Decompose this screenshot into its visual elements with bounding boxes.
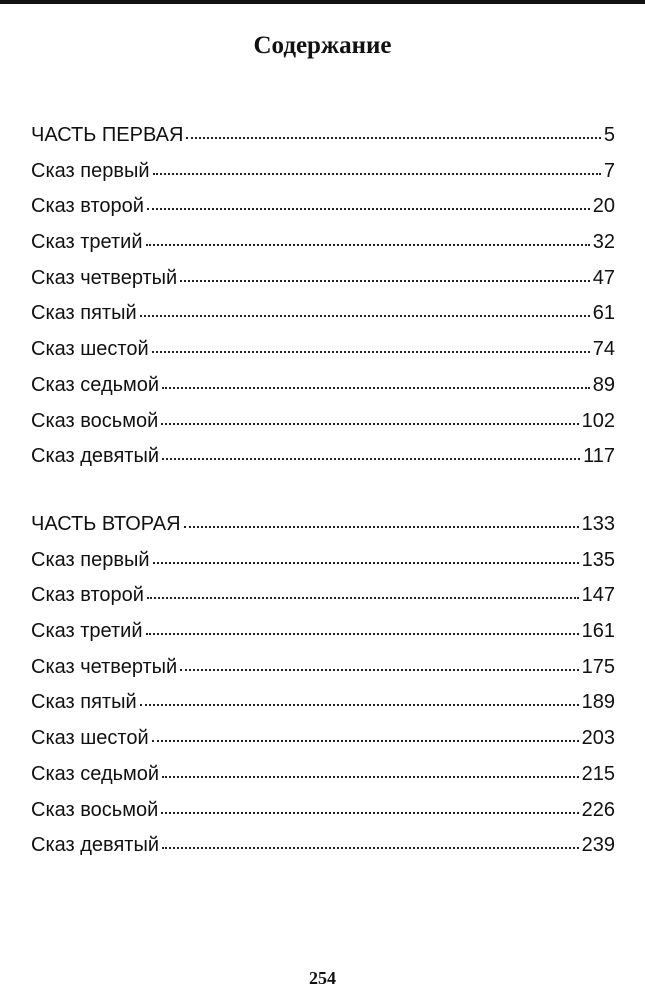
leader-dots bbox=[152, 740, 579, 742]
toc-page: 7 bbox=[603, 159, 615, 182]
leader-dots bbox=[180, 669, 578, 671]
toc-entry bbox=[31, 445, 615, 481]
toc-part-heading bbox=[31, 124, 615, 160]
toc-page: 102 bbox=[581, 409, 615, 432]
toc-page: 239 bbox=[581, 834, 615, 857]
toc-label: ЧАСТЬ ПЕРВАЯ bbox=[31, 124, 184, 146]
toc-entry bbox=[31, 620, 615, 656]
toc-label: Сказ седьмой bbox=[31, 373, 160, 396]
toc-label: Сказ пятый bbox=[31, 691, 137, 714]
toc-page: 215 bbox=[581, 762, 615, 785]
toc-label: Сказ четвертый bbox=[31, 655, 178, 678]
toc-page: 20 bbox=[592, 195, 615, 218]
leader-dots bbox=[140, 315, 590, 317]
toc-page: 147 bbox=[581, 584, 615, 607]
toc-label: Сказ третий bbox=[31, 231, 143, 254]
toc-label: Сказ шестой bbox=[31, 338, 149, 361]
toc-entry bbox=[31, 763, 615, 799]
leader-dots bbox=[140, 704, 579, 706]
leader-dots bbox=[162, 776, 579, 778]
toc-page: 203 bbox=[581, 727, 615, 750]
toc-page: 32 bbox=[592, 231, 615, 254]
toc-page: 175 bbox=[581, 655, 615, 678]
toc-label: ЧАСТЬ ВТОРАЯ bbox=[31, 513, 181, 535]
toc-page: 5 bbox=[603, 124, 615, 146]
toc-label: Сказ девятый bbox=[31, 834, 159, 857]
toc-page: 135 bbox=[581, 548, 615, 571]
leader-dots bbox=[152, 351, 590, 353]
leader-dots bbox=[161, 812, 578, 814]
leader-dots bbox=[180, 280, 590, 282]
toc-label: Сказ шестой bbox=[31, 727, 149, 750]
leader-dots bbox=[146, 633, 579, 635]
leader-dots bbox=[153, 173, 601, 175]
toc-label: Сказ восьмой bbox=[31, 409, 159, 432]
toc-part-heading bbox=[31, 513, 615, 549]
toc-page: 89 bbox=[592, 373, 615, 396]
toc-page: 61 bbox=[592, 302, 615, 325]
leader-dots bbox=[146, 244, 590, 246]
toc-page: 161 bbox=[581, 620, 615, 643]
leader-dots bbox=[186, 137, 600, 139]
toc-part-2 bbox=[31, 513, 615, 870]
toc-entry bbox=[31, 338, 615, 374]
toc-label: Сказ второй bbox=[31, 195, 144, 218]
toc-entry bbox=[31, 195, 615, 231]
toc-entry bbox=[31, 584, 615, 620]
toc-entry bbox=[31, 231, 615, 267]
leader-dots bbox=[147, 208, 590, 210]
toc-entry bbox=[31, 549, 615, 585]
leader-dots bbox=[162, 458, 580, 460]
toc-label: Сказ третий bbox=[31, 620, 143, 643]
toc-entry bbox=[31, 267, 615, 303]
page-title: Содержание bbox=[253, 32, 392, 59]
toc-entry bbox=[31, 727, 615, 763]
toc-page: 189 bbox=[581, 691, 615, 714]
top-rule bbox=[0, 0, 645, 4]
toc-label: Сказ девятый bbox=[31, 445, 159, 468]
leader-dots bbox=[162, 847, 579, 849]
toc-entry bbox=[31, 160, 615, 196]
leader-dots bbox=[153, 562, 579, 564]
leader-dots bbox=[184, 526, 579, 528]
toc-page: 226 bbox=[581, 798, 615, 821]
leader-dots bbox=[162, 387, 590, 389]
toc-page: 47 bbox=[592, 266, 615, 289]
toc-part-1 bbox=[31, 124, 615, 481]
toc-label: Сказ четвертый bbox=[31, 266, 178, 289]
toc-entry bbox=[31, 691, 615, 727]
toc-entry bbox=[31, 410, 615, 446]
toc-entry bbox=[31, 834, 615, 870]
toc-label: Сказ пятый bbox=[31, 302, 137, 325]
toc-page: 117 bbox=[583, 445, 615, 468]
toc-entry bbox=[31, 656, 615, 692]
toc-entry bbox=[31, 799, 615, 835]
toc-page: 133 bbox=[581, 513, 615, 535]
page-number: 254 bbox=[309, 968, 336, 988]
toc-page: 74 bbox=[592, 338, 615, 361]
toc-label: Сказ первый bbox=[31, 159, 150, 182]
toc-label: Сказ второй bbox=[31, 584, 144, 607]
toc-entry bbox=[31, 374, 615, 410]
toc-label: Сказ первый bbox=[31, 548, 150, 571]
leader-dots bbox=[161, 423, 578, 425]
leader-dots bbox=[147, 597, 579, 599]
toc-label: Сказ восьмой bbox=[31, 798, 159, 821]
toc-entry bbox=[31, 302, 615, 338]
toc-label: Сказ седьмой bbox=[31, 762, 160, 785]
